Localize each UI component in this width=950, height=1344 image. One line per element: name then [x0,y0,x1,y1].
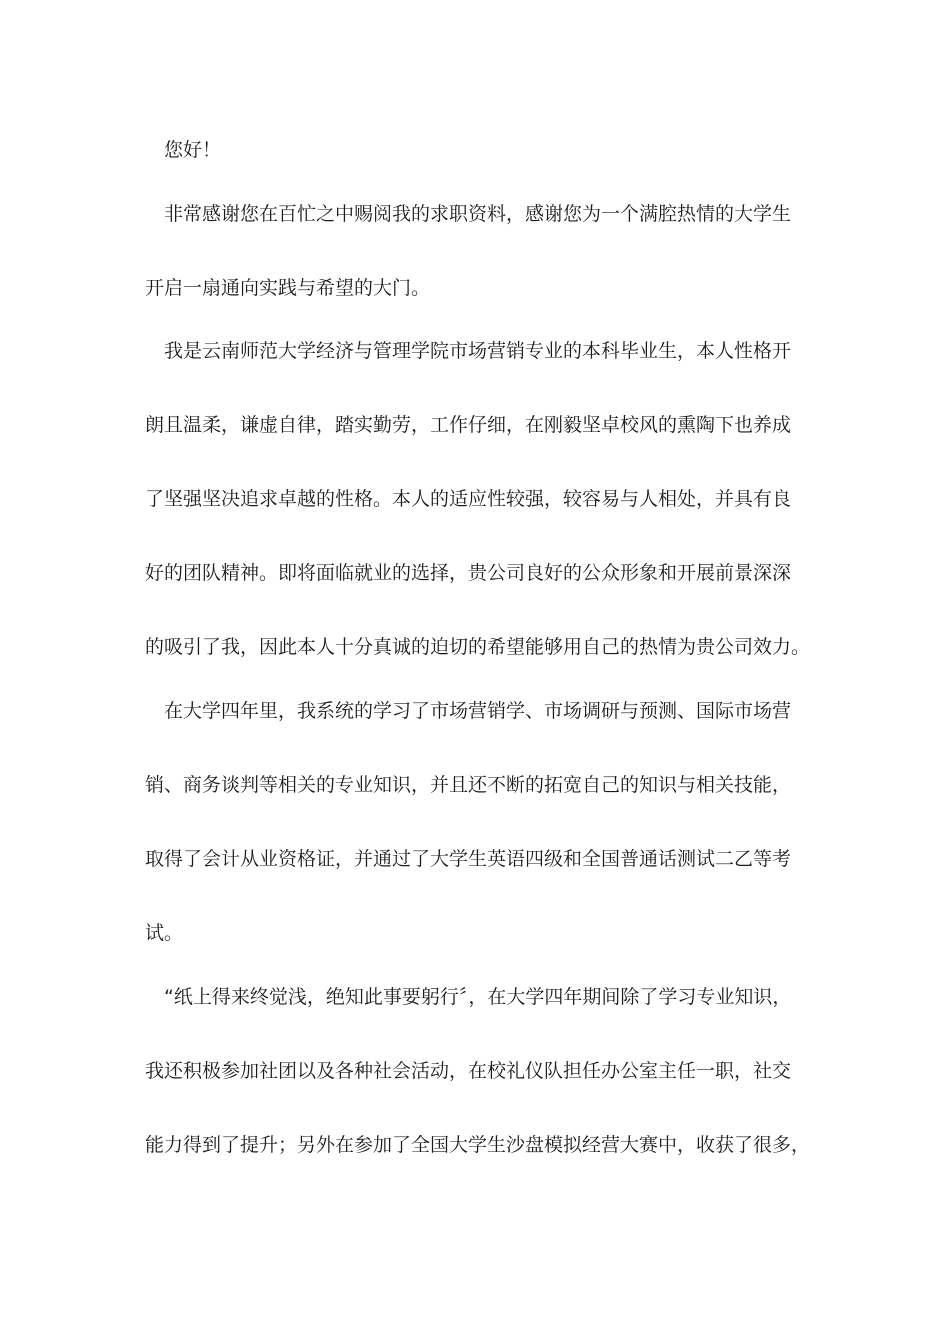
body-line: 非常感谢您在百忙之中赐阅我的求职资料，感谢您为一个满腔热情的大学生 [145,203,792,225]
body-line: 能力得到了提升；另外在参加了全国大学生沙盘模拟经营大赛中，收获了很多， [145,1134,811,1156]
body-line: 我是云南师范大学经济与管理学院市场营销专业的本科毕业生，本人性格开 [145,340,792,362]
body-line: 取得了会计从业资格证，并通过了大学生英语四级和全国普通话测试二乙等考 [145,848,792,870]
body-line: 试。 [145,922,184,944]
body-line: 了坚强坚决追求卓越的性格。本人的适应性较强，较容易与人相处，并具有良 [145,488,792,510]
greeting-line: 您好！ [145,139,222,161]
body-line: 开启一扇通向实践与希望的大门。 [145,277,431,299]
body-line: 朗且温柔，谦虚自律，踏实勤劳，工作仔细，在刚毅坚卓校风的熏陶下也养成 [145,414,792,436]
body-line: 在大学四年里，我系统的学习了市场营销学、市场调研与预测、国际市场营 [145,700,792,722]
body-line: 销、商务谈判等相关的专业知识，并且还不断的拓宽自己的知识与相关技能， [145,774,792,796]
body-line: 的吸引了我，因此本人十分真诚的迫切的希望能够用自己的热情为贵公司效力。 [145,636,811,658]
body-line: 好的团队精神。即将面临就业的选择，贵公司良好的公众形象和开展前景深深 [145,562,792,584]
body-line: “纸上得来终觉浅，绝知此事要躬行〞，在大学四年期间除了学习专业知识， [145,986,792,1008]
body-line: 我还积极参加社团以及各种社会活动，在校礼仪队担任办公室主任一职，社交 [145,1060,792,1082]
